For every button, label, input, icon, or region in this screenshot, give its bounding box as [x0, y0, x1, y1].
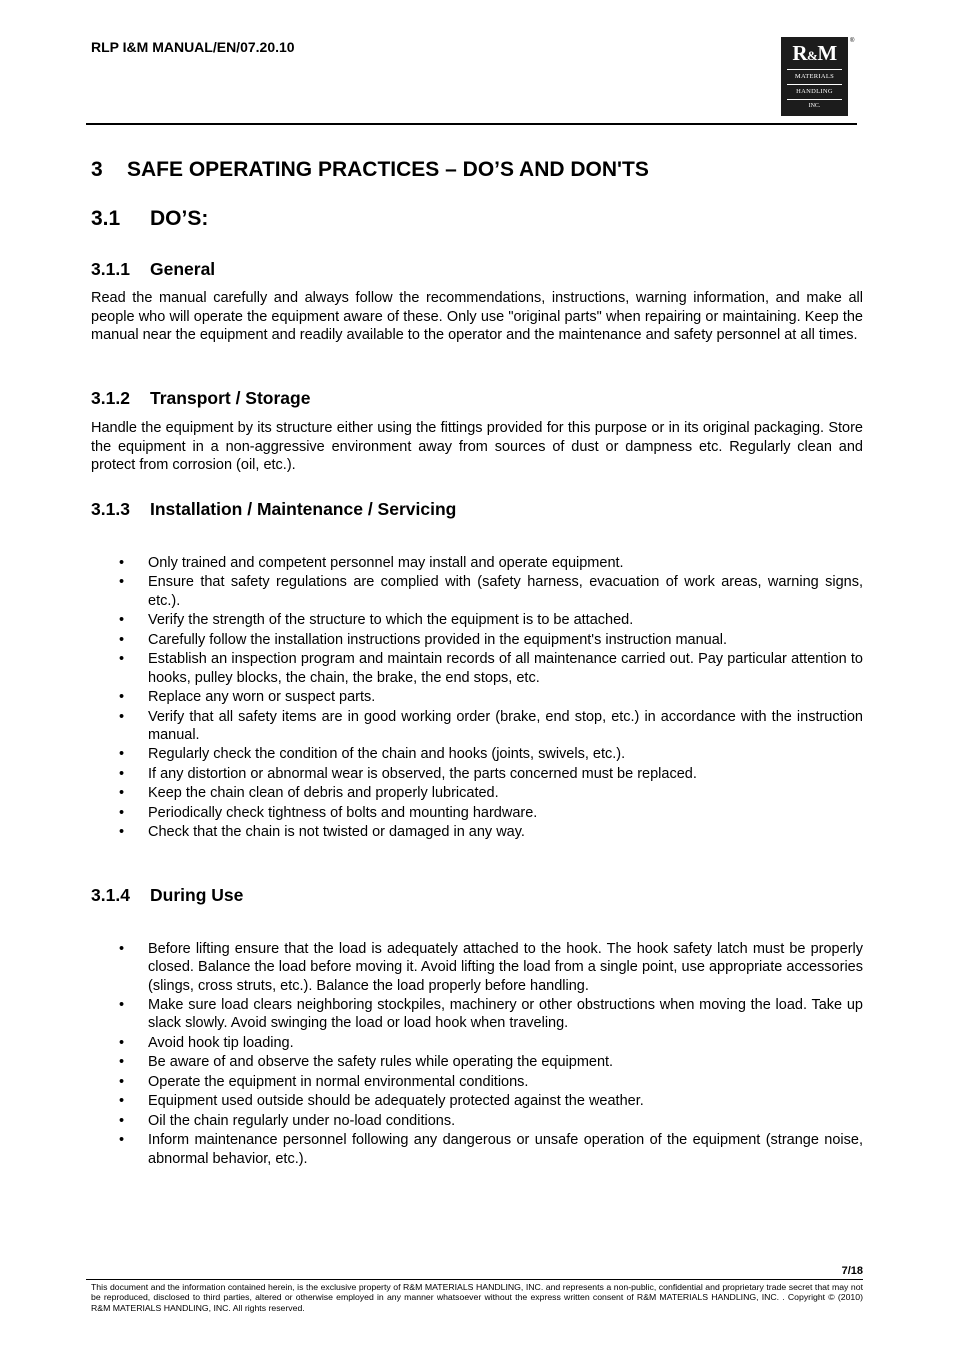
- list-item: • If any distortion or abnormal wear is observed, the parts concerned must be replaced.: [91, 765, 863, 783]
- heading-general: 3.1.1 General: [91, 259, 216, 279]
- logo-line-inc: INC.: [808, 103, 821, 109]
- during-use-list: [91, 940, 863, 1169]
- list-item: • Before lifting ensure that the load is adequately attached to the hook. The hook safety latch must be properly closed. Balance the load before moving it. Avoid lifting the load from a single point, use appropriate accessories (slings, cross struts, etc.). Balance the load properly before handling.: [91, 940, 863, 995]
- list-item: • Periodically check tightness of bolts and mounting hardware.: [91, 804, 863, 822]
- list-item: • Replace any worn or suspect parts.: [91, 688, 863, 706]
- list-item: • Only trained and competent personnel may install and operate equipment.: [91, 554, 863, 572]
- list-item: • Check that the chain is not twisted or damaged in any way.: [91, 823, 863, 841]
- list-item: • Make sure load clears neighboring stockpiles, machinery or other obstructions when moving the load. Take up slack slowly. Avoid swinging the load or load hook when traveling.: [91, 996, 863, 1033]
- list-item: • Establish an inspection program and maintain records of all maintenance carried out. Pay particular attention to hooks, pulley blocks, the chain, the brake, the end stops, etc.: [91, 650, 863, 687]
- paragraph-general: Read the manual carefully and always follow the recommendations, instructions, warning information, and make all people who will operate the equipment aware of these. Only use "original parts" when repairing or maintaining. Keep the manual near the equipment and readily available to the operator and the maintenance and safety personnel at all times.: [91, 290, 863, 344]
- footer-legal-text: This document and the information contained herein, is the exclusive property of R&M MATERIALS HANDLING, INC. and represents a non-public, confidential and proprietary trade secret that may not be reproduced, disclosed to third parties, altered or otherwise employed in any manner whatsoever without the express written consent of R&M MATERIALS HANDLING, INC. . Copyright © (2010) R&M MATERIALS HANDLING, INC. All rights reserved.: [91, 1282, 863, 1313]
- list-item: • Regularly check the condition of the chain and hooks (joints, swivels, etc.).: [91, 745, 863, 763]
- paragraph-transport: Handle the equipment by its structure either using the fittings provided for this purpose or in its original packaging. Store the equipment in a non-aggressive environment away from sources of dust or dampness etc. Regularly clean and protect from corrosion (oil, etc.).: [91, 420, 863, 474]
- logo-line-materials: MATERIALS: [794, 73, 835, 80]
- document-id: RLP I&M MANUAL/EN/07.20.10: [91, 39, 295, 55]
- list-item: • Verify the strength of the structure to which the equipment is to be attached.: [91, 611, 863, 629]
- heading-installation: 3.1.3 Installation / Maintenance / Servicing: [91, 499, 457, 519]
- rm-logo: [781, 37, 848, 116]
- list-item: • Carefully follow the installation instructions provided in the equipment's instruction manual.: [91, 631, 863, 649]
- footer-rule: [86, 1279, 863, 1280]
- logo-line-handling: HANDLING: [796, 88, 833, 95]
- heading-during-use: 3.1.4 During Use: [91, 885, 244, 905]
- list-item: • Ensure that safety regulations are complied with (safety harness, evacuation of work areas, warning signs, etc.).: [91, 573, 863, 610]
- list-item: • Keep the chain clean of debris and properly lubricated.: [91, 784, 863, 802]
- list-item: • Operate the equipment in normal environmental conditions.: [91, 1073, 863, 1091]
- page-number: 7/18: [841, 1265, 863, 1277]
- list-item: • Equipment used outside should be adequately protected against the weather.: [91, 1092, 863, 1110]
- heading-transport: 3.1.2 Transport / Storage: [91, 388, 311, 408]
- subsection-heading: 3.1 DO’S:: [91, 207, 209, 230]
- logo-brand: R&M: [792, 41, 837, 65]
- list-item: • Be aware of and observe the safety rules while operating the equipment.: [91, 1053, 863, 1071]
- registered-mark: ®: [850, 38, 855, 44]
- header-rule: [86, 123, 857, 125]
- list-item: • Avoid hook tip loading.: [91, 1034, 863, 1052]
- list-item: • Inform maintenance personnel following any dangerous or unsafe operation of the equipment (strange noise, abnormal behavior, etc.).: [91, 1131, 863, 1168]
- section-heading: 3 SAFE OPERATING PRACTICES – DO’S AND DON'TS: [91, 158, 649, 181]
- list-item: • Verify that all safety items are in good working order (brake, end stop, etc.) in accordance with the instruction manual.: [91, 708, 863, 745]
- list-item: • Oil the chain regularly under no-load conditions.: [91, 1112, 863, 1130]
- installation-list: [91, 554, 863, 843]
